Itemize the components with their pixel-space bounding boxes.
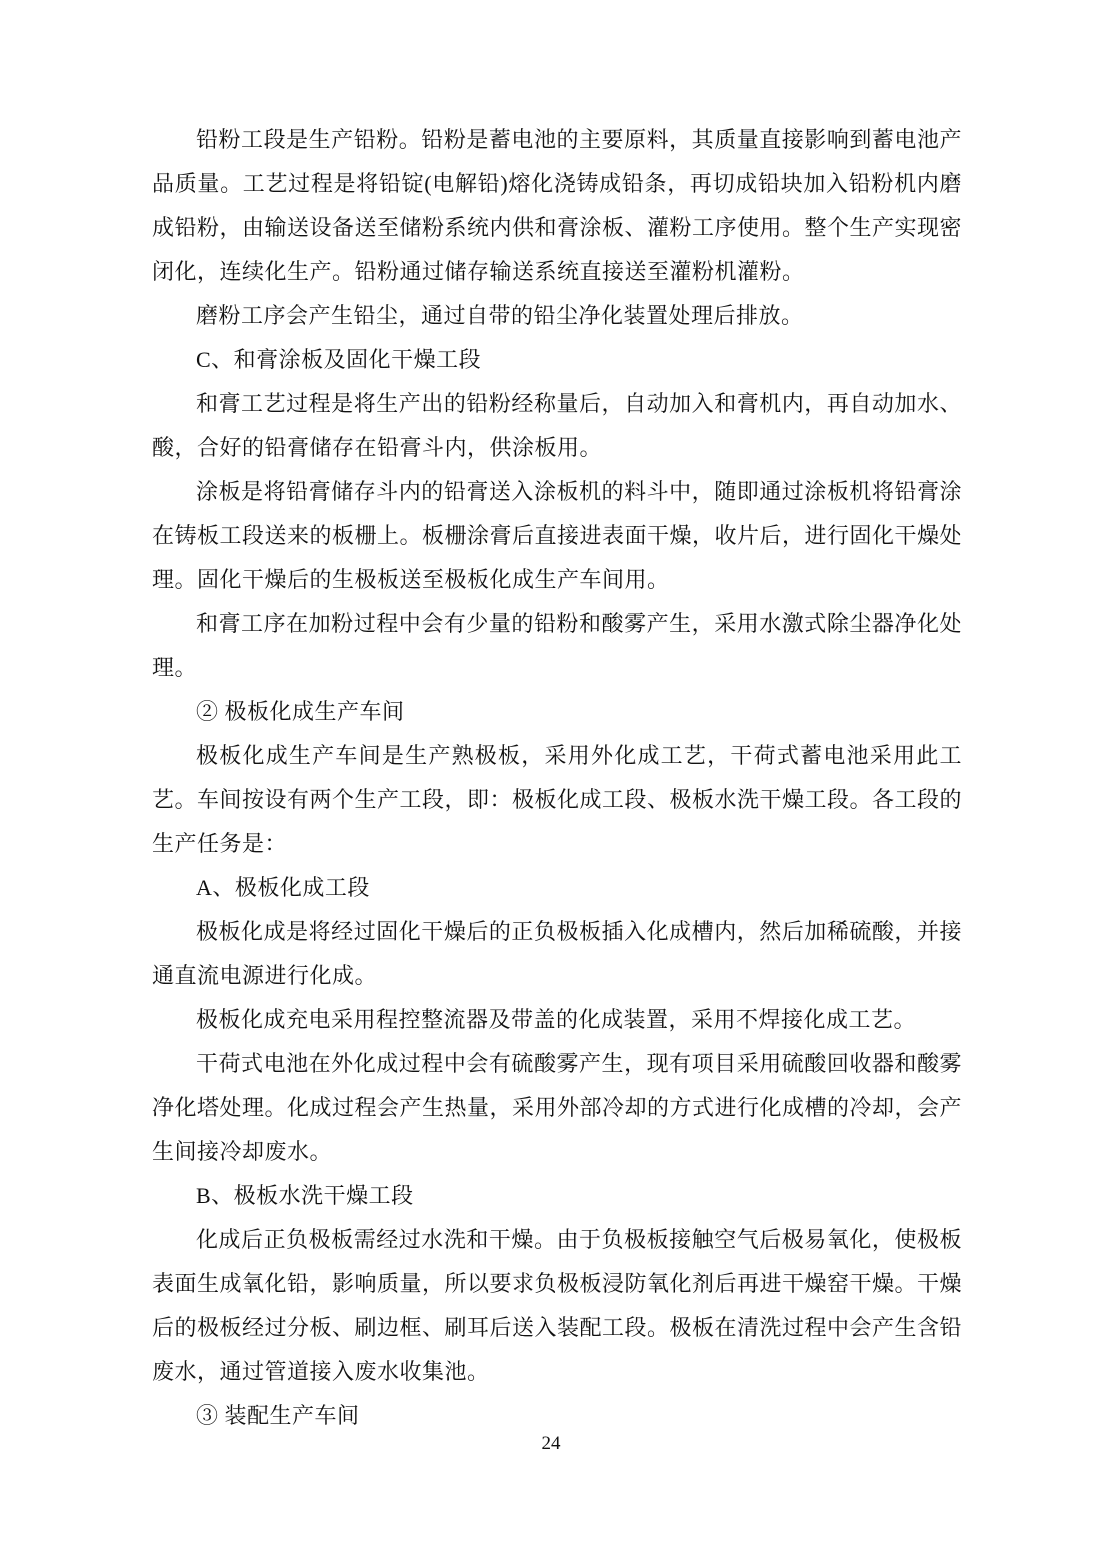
body-paragraph-plate-formation-process: 极板化成是将经过固化干燥后的正负极板插入化成槽内，然后加稀硫酸，并接通直流电源进行化成。 xyxy=(152,919,962,988)
section-heading-2-formation-workshop: ② 极板化成生产车间 xyxy=(196,699,405,724)
body-paragraph-lead-powder: 铅粉工段是生产铅粉。铅粉是蓄电池的主要原料，其质量直接影响到蓄电池产品质量。工艺过程是将铅锭(电解铅)熔化浇铸成铅条，再切成铅块加入铅粉机内磨成铅粉，由输送设备送至储粉系统内供和膏涂板、灌粉工序使用。整个生产实现密闭化，连续化生产。铅粉通过储存输送系统直接送至灌粉机灌粉。 xyxy=(152,127,963,284)
section-heading-b-washing-drying: B、极板水洗干燥工段 xyxy=(196,1183,414,1208)
body-paragraph-milling-dust: 磨粉工序会产生铅尘，通过自带的铅尘净化装置处理后排放。 xyxy=(196,303,804,328)
section-heading-c-paste-coating: C、和膏涂板及固化干燥工段 xyxy=(196,347,482,372)
body-paragraph-paste-process: 和膏工艺过程是将生产出的铅粉经称量后，自动加入和膏机内，再自动加水、酸，合好的铅膏储存在铅膏斗内，供涂板用。 xyxy=(152,391,962,460)
section-heading-3-assembly-workshop: ③ 装配生产车间 xyxy=(196,1403,360,1428)
body-paragraph-paste-dust-control: 和膏工序在加粉过程中会有少量的铅粉和酸雾产生，采用水激式除尘器净化处理。 xyxy=(152,611,962,680)
section-heading-a-plate-formation: A、极板化成工段 xyxy=(196,875,370,900)
body-paragraph-formation-workshop-overview: 极板化成生产车间是生产熟极板，采用外化成工艺，干荷式蓄电池采用此工艺。车间按设有两个生产工段，即：极板化成工段、极板水洗干燥工段。各工段的生产任务是： xyxy=(152,743,963,856)
body-paragraph-formation-charging: 极板化成充电采用程控整流器及带盖的化成装置，采用不焊接化成工艺。 xyxy=(196,1007,917,1032)
page-number: 24 xyxy=(541,1433,561,1454)
body-paragraph-acid-mist-cooling: 干荷式电池在外化成过程中会有硫酸雾产生，现有项目采用硫酸回收器和酸雾净化塔处理。化成过程会产生热量，采用外部冷却的方式进行化成槽的冷却，会产生间接冷却废水。 xyxy=(152,1051,963,1164)
body-paragraph-plate-coating: 涂板是将铅膏储存斗内的铅膏送入涂板机的料斗中，随即通过涂板机将铅膏涂在铸板工段送来的板栅上。板栅涂膏后直接进表面干燥，收片后，进行固化干燥处理。固化干燥后的生极板送至极板化成生产车间用。 xyxy=(152,479,963,592)
body-paragraph-washing-drying-process: 化成后正负极板需经过水洗和干燥。由于负极板接触空气后极易氧化，使极板表面生成氧化铅，影响质量，所以要求负极板浸防氧化剂后再进干燥窑干燥。干燥后的极板经过分板、刷边框、刷耳后送入装配工段。极板在清洗过程中会产生含铅废水，通过管道接入废水收集池。 xyxy=(152,1227,963,1384)
